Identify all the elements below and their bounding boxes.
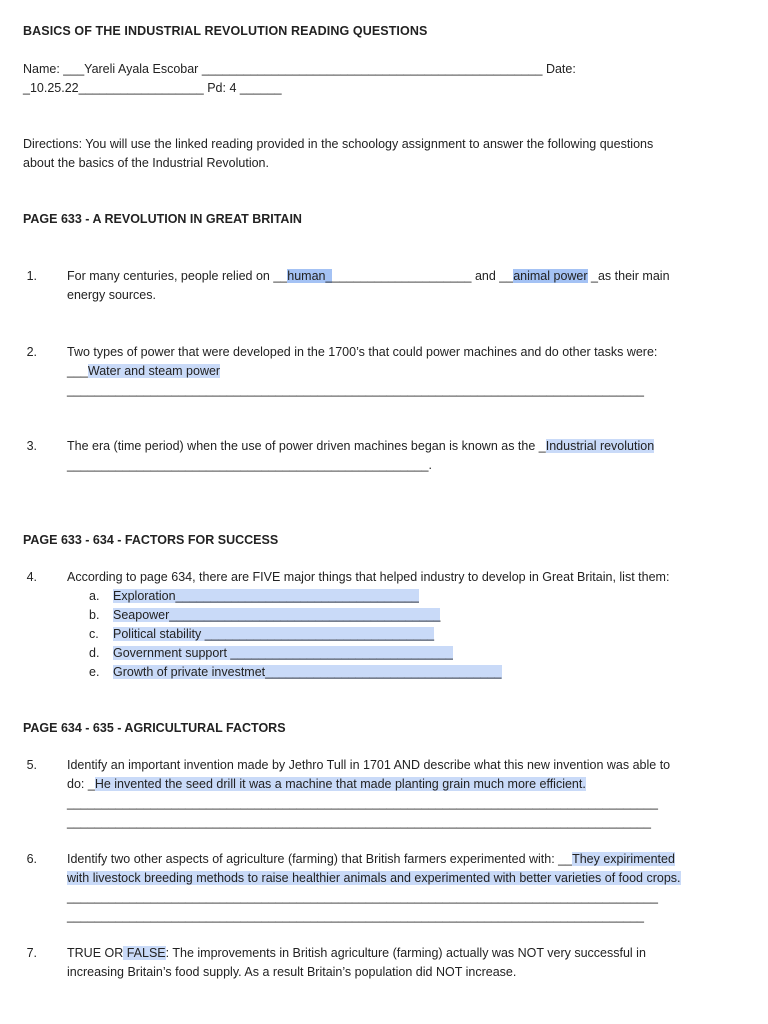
q7-prompt: : The improvements in British agriculture (farming) actually was NOT very successful in [165, 946, 646, 960]
q7-answer[interactable]: FALSE [123, 946, 166, 960]
q4-answer-a[interactable]: Exploration___________________________________ [113, 589, 419, 603]
q7-prefix: TRUE OR [67, 946, 124, 960]
question-number: 6. [26, 852, 37, 866]
q6-prompt: Identify two other aspects of agriculture (farming) that British farmers experimented with: __ [67, 852, 573, 866]
q4-answer-c[interactable]: Political stability _________________________________ [113, 627, 435, 641]
list-letter: b. [89, 608, 100, 622]
question-number: 5. [26, 758, 37, 772]
name-value: Yareli Ayala Escobar [84, 62, 199, 76]
section-heading-2: PAGE 633 - 634 - FACTORS FOR SUCCESS [23, 533, 279, 547]
date-label: Date: [542, 62, 576, 76]
q4-answer-d[interactable]: Government support ________________________________ [113, 646, 453, 660]
directions-line1: Directions: You will use the linked reading provided in the schoology assignment to answer the following questions [23, 137, 654, 151]
name-line [23, 60, 576, 98]
q6-rule-2: ___________________________________________________________________________________ [67, 909, 645, 923]
section-heading-3: PAGE 634 - 635 - AGRICULTURAL FACTORS [23, 721, 286, 735]
q1-mid: ____________________ and __ [332, 269, 514, 283]
q1-answer-2[interactable]: animal power [513, 269, 588, 283]
q4-prompt: According to page 634, there are FIVE major things that helped industry to develop in Great Britain, list them: [67, 570, 670, 584]
q1-line2: energy sources. [67, 288, 156, 302]
q6-rule-1: _____________________________________________________________________________________ [67, 890, 658, 904]
list-item [89, 644, 453, 663]
q5-rule-1: _____________________________________________________________________________________ [67, 796, 658, 810]
q5-prompt: Identify an important invention made by Jethro Tull in 1701 AND describe what this new invention was able to [67, 758, 671, 772]
q2-prompt: Two types of power that were developed in the 1700’s that could power machines and do other tasks were: [67, 345, 658, 359]
q5-rule-2: ____________________________________________________________________________________ [67, 815, 651, 829]
q1-prompt: For many centuries, people relied on __ [67, 269, 288, 283]
list-letter: a. [89, 589, 100, 603]
list-letter: e. [89, 665, 100, 679]
list-item [89, 625, 434, 644]
name-label: Name: ___ [23, 62, 85, 76]
list-item [89, 663, 502, 682]
q2-answer[interactable]: Water and steam power [87, 364, 221, 378]
q2-rule: ___________________________________________________________________________________ [67, 383, 645, 397]
q6-answer-2[interactable]: with livestock breeding methods to raise healthier animals and experimented with better varieties of food crops. [67, 871, 681, 885]
directions [23, 135, 653, 173]
list-letter: d. [89, 646, 100, 660]
question-number: 2. [26, 345, 37, 359]
date-value: _10.25.22__________________ [23, 81, 204, 95]
page-title: BASICS OF THE INDUSTRIAL REVOLUTION READING QUESTIONS [23, 24, 428, 38]
period-label: Pd: 4 ______ [203, 81, 282, 95]
q1-post: _as their main [587, 269, 670, 283]
question-number: 4. [26, 570, 37, 584]
q3-rule: ____________________________________________________. [67, 458, 432, 472]
q3-prompt: The era (time period) when the use of power driven machines began is known as the _ [67, 439, 546, 453]
q2-pre: ___ [67, 364, 88, 378]
q5-answer[interactable]: He invented the seed drill it was a machine that made planting grain much more efficient. [94, 777, 586, 791]
q1-answer-1[interactable]: human_ [287, 269, 333, 283]
section-heading-1: PAGE 633 - A REVOLUTION IN GREAT BRITAIN [23, 212, 302, 226]
list-item [89, 587, 419, 606]
q5-pre: do: _ [67, 777, 95, 791]
question-number: 7. [26, 946, 37, 960]
q3-answer[interactable]: Industrial revolution [545, 439, 655, 453]
list-letter: c. [89, 627, 99, 641]
q6-answer-1[interactable]: They expirimented [572, 852, 675, 866]
q7-line2: increasing Britain’s food supply. As a result Britain’s population did NOT increase. [67, 965, 517, 979]
question-number: 3. [26, 439, 37, 453]
q4-answer-e[interactable]: Growth of private investmet__________________________________ [113, 665, 502, 679]
directions-line2: about the basics of the Industrial Revolution. [23, 156, 269, 170]
question-number: 1. [26, 269, 37, 283]
q4-answer-b[interactable]: Seapower_______________________________________ [113, 608, 441, 622]
name-underline: _________________________________________________ [198, 62, 543, 76]
list-item [89, 606, 440, 625]
